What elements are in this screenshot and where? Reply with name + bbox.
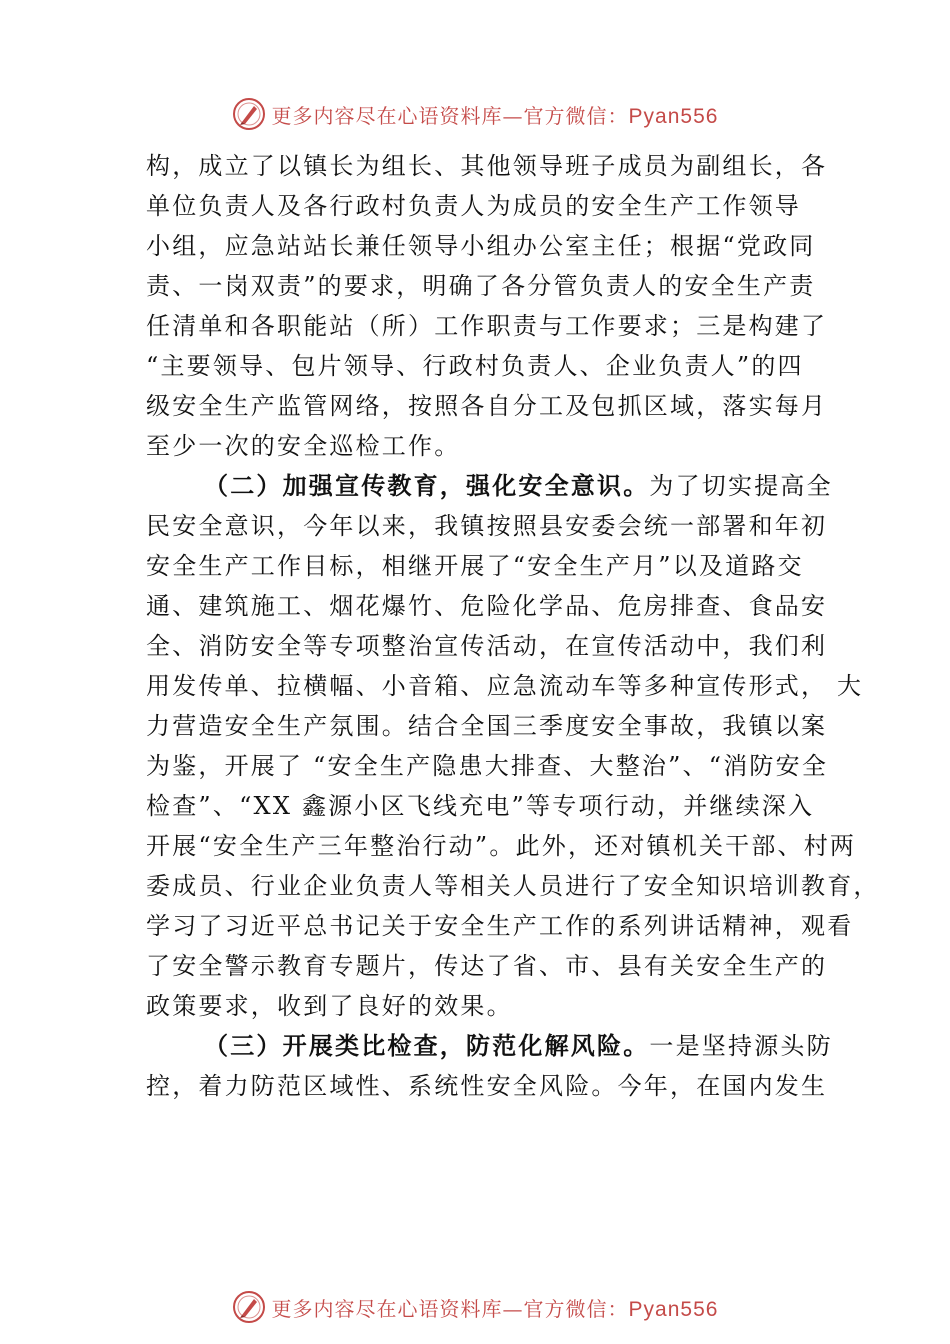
watermark-wechat-id: Pyan556	[628, 104, 719, 128]
text-line: “主要领导、包片领导、行政村负责人、企业负责人”的四	[146, 352, 804, 380]
pen-nib-logo-icon	[232, 1290, 266, 1324]
header-watermark	[0, 94, 950, 134]
pen-nib-logo-icon	[232, 97, 266, 131]
text-line: 政策要求，收到了良好的效果。	[146, 992, 513, 1020]
text-line: 至少一次的安全巡检工作。	[146, 432, 461, 460]
section-heading-line	[146, 1026, 833, 1066]
watermark-prefix: 更多内容尽在心语资料库—官方微信：	[271, 103, 629, 128]
text-line: 用发传单、拉横幅、小音箱、应急流动车等多种宣传形式， 大	[146, 672, 864, 700]
watermark-text	[272, 100, 719, 129]
text-line: 力营造安全生产氛围。结合全国三季度安全事故，我镇以案	[146, 712, 828, 740]
document-body	[146, 146, 880, 1106]
text-line: 控，着力防范区域性、系统性安全风险。今年，在国内发生	[146, 1072, 828, 1100]
text-line: 委成员、行业企业负责人等相关人员进行了安全知识培训教育，	[146, 872, 880, 900]
text-line: 级安全生产监管网络，按照各自分工及包抓区域，落实每月	[146, 392, 828, 420]
watermark-wechat-id: Pyan556	[628, 1297, 719, 1321]
text-line: 通、建筑施工、烟花爆竹、危险化学品、危房排查、食品安	[146, 592, 828, 620]
section-heading: （三）开展类比检查，防范化解风险。	[204, 1031, 650, 1060]
text-fragment: 为了切实提高全	[649, 472, 833, 500]
text-line: 了安全警示教育专题片，传达了省、市、县有关安全生产的	[146, 952, 828, 980]
text-line: 安全生产工作目标，相继开展了“安全生产月”以及道路交	[146, 552, 804, 580]
section-heading: （二）加强宣传教育，强化安全意识。	[204, 471, 650, 500]
text-line: 全、消防安全等专项整治宣传活动，在宣传活动中，我们利	[146, 632, 828, 660]
text-fragment: 一是坚持源头防	[649, 1032, 833, 1060]
text-line: 任清单和各职能站（所）工作职责与工作要求；三是构建了	[146, 312, 828, 340]
text-line: 开展“安全生产三年整治行动”。此外，还对镇机关干部、村两	[146, 832, 857, 860]
text-line: 学习了习近平总书记关于安全生产工作的系列讲话精神，观看	[146, 912, 854, 940]
watermark-prefix: 更多内容尽在心语资料库—官方微信：	[271, 1296, 629, 1321]
footer-watermark	[0, 1287, 950, 1327]
text-line: 责、一岗双责”的要求，明确了各分管负责人的安全生产责	[146, 272, 816, 300]
text-line: 小组，应急站站长兼任领导小组办公室主任；根据“党政同	[146, 232, 816, 260]
text-line: 单位负责人及各行政村负责人为成员的安全生产工作领导	[146, 192, 801, 220]
watermark-text	[272, 1293, 719, 1322]
text-line: 民安全意识，今年以来，我镇按照县安委会统一部署和年初	[146, 512, 828, 540]
text-line: 构，成立了以镇长为组长、其他领导班子成员为副组长，各	[146, 152, 828, 180]
text-line: 为鉴，开展了 “安全生产隐患大排查、大整治”、“消防安全	[146, 752, 829, 780]
text-line: 检查”、“XX 鑫源小区飞线充电”等专项行动，并继续深入	[146, 792, 815, 820]
section-heading-line	[146, 466, 833, 506]
